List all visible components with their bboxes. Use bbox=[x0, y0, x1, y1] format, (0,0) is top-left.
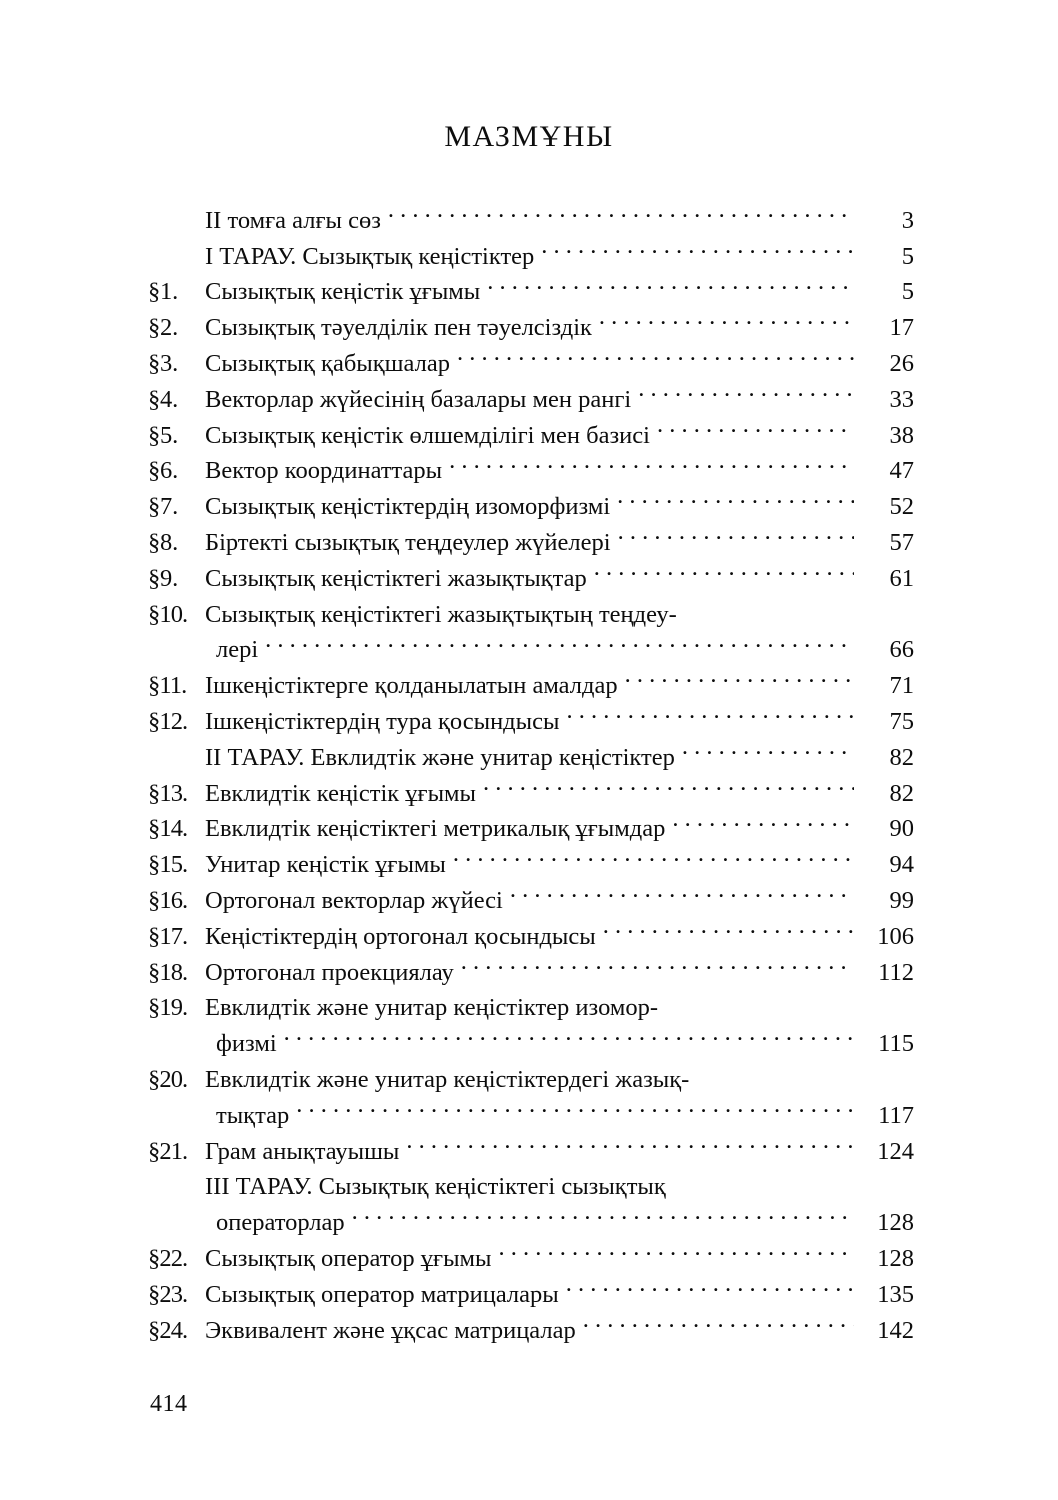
dot-leader bbox=[541, 228, 854, 264]
dot-leader bbox=[457, 335, 854, 371]
toc-entry-page-number: 52 bbox=[889, 493, 914, 521]
dot-leader bbox=[594, 550, 854, 586]
toc-entry-page-number: 99 bbox=[889, 886, 914, 914]
toc-entry-label: Евклидтік және унитар кеңістіктер изомор- bbox=[205, 994, 659, 1022]
toc-entry-page-number: 124 bbox=[877, 1137, 914, 1165]
toc-entry-number: §6. bbox=[148, 457, 179, 485]
toc-entry-number: §3. bbox=[148, 349, 179, 377]
toc-entry-label: Сызықтық тәуелділік пен тәуелсіздік bbox=[205, 314, 592, 342]
table-of-contents bbox=[148, 192, 914, 1344]
toc-entry-number: §16. bbox=[148, 886, 188, 914]
toc-entry-number: §19. bbox=[148, 994, 188, 1022]
toc-entry-label: операторлар bbox=[216, 1209, 345, 1237]
toc-entry-number: §10. bbox=[148, 600, 188, 628]
dot-leader bbox=[696, 1051, 854, 1087]
toc-entry-number: §8. bbox=[148, 528, 179, 556]
toc-entry-number: §23. bbox=[148, 1280, 188, 1308]
toc-entry-number: §18. bbox=[148, 958, 188, 986]
toc-entry-label: II томға алғы сөз bbox=[205, 206, 381, 234]
dot-leader bbox=[665, 980, 854, 1016]
toc-entry-label: Сызықтық оператор матрицалары bbox=[205, 1280, 559, 1308]
toc-entry-label: Сызықтық кеңістік ұғымы bbox=[205, 278, 481, 306]
toc-entry-label: Евклидтік кеңістіктегі метрикалық ұғымдар bbox=[205, 815, 666, 843]
toc-entry-label: Векторлар жүйесінің базалары мен рангі bbox=[205, 385, 632, 413]
toc-entry-number: §14. bbox=[148, 815, 188, 843]
toc-entry-page-number: 112 bbox=[878, 958, 914, 986]
dot-leader bbox=[672, 801, 854, 837]
toc-entry-number: §1. bbox=[148, 278, 179, 306]
toc-entry-page-number: 38 bbox=[889, 421, 914, 449]
toc-entry-page-number: 135 bbox=[877, 1280, 914, 1308]
toc-entry-page-number: 94 bbox=[889, 851, 914, 879]
toc-entry-label: тықтар bbox=[216, 1101, 290, 1129]
toc-entry-label: Біртекті сызықтық теңдеулер жүйелері bbox=[205, 528, 611, 556]
toc-entry-label: Сызықтық кеңістіктегі жазықтықтың теңдеу- bbox=[205, 600, 677, 628]
toc-entry-number: §12. bbox=[148, 707, 188, 735]
dot-leader bbox=[352, 1194, 854, 1230]
toc-entry-number: §5. bbox=[148, 421, 179, 449]
toc-entry-page-number: 17 bbox=[889, 314, 914, 342]
dot-leader bbox=[617, 478, 854, 514]
toc-entry-number: §13. bbox=[148, 779, 188, 807]
dot-leader bbox=[566, 693, 854, 729]
toc-entry-label: лері bbox=[216, 636, 259, 664]
toc-entry-number: §22. bbox=[148, 1244, 188, 1272]
toc-entry-number: §2. bbox=[148, 314, 179, 342]
toc-entry-label: Сызықтық қабықшалар bbox=[205, 349, 450, 377]
dot-leader bbox=[449, 443, 854, 479]
dot-leader bbox=[388, 192, 854, 228]
toc-entry-page-number: 33 bbox=[889, 385, 914, 413]
toc-entry-label: I ТАРАУ. Сызықтық кеңістіктер bbox=[205, 242, 535, 270]
dot-leader bbox=[510, 872, 854, 908]
toc-entry-label: Сызықтық кеңістіктегі жазықтықтар bbox=[205, 564, 587, 592]
toc-entry-label: Кеңістіктердің ортогонал қосындысы bbox=[205, 922, 596, 950]
dot-leader bbox=[296, 1087, 854, 1123]
dot-leader bbox=[499, 1230, 855, 1266]
toc-entry-label: Эквивалент және ұқсас матрицалар bbox=[205, 1316, 576, 1344]
toc-entry-label: Ортогонал векторлар жүйесі bbox=[205, 886, 503, 914]
dot-leader bbox=[618, 514, 854, 550]
toc-entry-number: §9. bbox=[148, 564, 179, 592]
dot-leader bbox=[461, 944, 854, 980]
toc-entry-label: II ТАРАУ. Евклидтік және унитар кеңістіктер bbox=[205, 743, 675, 771]
toc-entry-number: §21. bbox=[148, 1137, 188, 1165]
toc-entry-page-number: 26 bbox=[889, 349, 914, 377]
dot-leader bbox=[265, 622, 854, 658]
dot-leader bbox=[406, 1123, 854, 1159]
dot-leader bbox=[603, 908, 854, 944]
dot-leader bbox=[583, 1302, 854, 1338]
toc-entry-number: §11. bbox=[148, 672, 187, 700]
toc-entry-label: III ТАРАУ. Сызықтық кеңістіктегі сызықтық bbox=[205, 1173, 666, 1201]
toc-entry-page-number: 106 bbox=[877, 922, 914, 950]
dot-leader bbox=[566, 1266, 854, 1302]
toc-entry-page-number: 5 bbox=[901, 242, 914, 270]
toc-entry-label: Сызықтық кеңістік өлшемділігі мен базисі bbox=[205, 421, 650, 449]
dot-leader bbox=[673, 1159, 854, 1195]
toc-entry-number: §7. bbox=[148, 493, 179, 521]
dot-leader bbox=[599, 299, 854, 335]
toc-entry-page-number: 66 bbox=[889, 636, 914, 664]
toc-entry-page-number: 71 bbox=[889, 672, 914, 700]
toc-entry-label: физмі bbox=[216, 1030, 277, 1058]
toc-entry-page-number: 3 bbox=[901, 206, 914, 234]
toc-entry-label: Ішкеңістіктердің тура қосындысы bbox=[205, 707, 560, 735]
dot-leader bbox=[284, 1015, 854, 1051]
toc-entry-page-number: 75 bbox=[889, 707, 914, 735]
dot-leader bbox=[684, 586, 854, 622]
toc-entry[interactable] bbox=[148, 192, 914, 234]
toc-entry-page-number: 5 bbox=[901, 278, 914, 306]
dot-leader bbox=[625, 657, 854, 693]
toc-entry-number: §24. bbox=[148, 1316, 188, 1344]
page-title: МАЗМҰНЫ bbox=[444, 120, 614, 153]
toc-entry-number: §15. bbox=[148, 851, 188, 879]
toc-entry-page-number: 82 bbox=[889, 779, 914, 807]
dot-leader bbox=[657, 407, 854, 443]
toc-entry-number: §4. bbox=[148, 385, 179, 413]
toc-entry-page-number: 142 bbox=[877, 1316, 914, 1344]
toc-entry-page-number: 115 bbox=[878, 1030, 914, 1058]
toc-entry-label: Сызықтық оператор ұғымы bbox=[205, 1244, 492, 1272]
toc-entry-label: Вектор координаттары bbox=[205, 457, 443, 485]
toc-entry-label: Евклидтік кеңістік ұғымы bbox=[205, 779, 477, 807]
dot-leader bbox=[453, 836, 854, 872]
dot-leader bbox=[638, 371, 854, 407]
toc-entry-label: Ортогонал проекциялау bbox=[205, 958, 454, 986]
dot-leader bbox=[682, 729, 854, 765]
toc-entry-label: Ішкеңістіктерге қолданылатын амалдар bbox=[205, 672, 618, 700]
toc-entry-label: Евклидтік және унитар кеңістіктердегі жазық- bbox=[205, 1065, 690, 1093]
toc-entry-number: §17. bbox=[148, 922, 188, 950]
toc-entry-number: §20. bbox=[148, 1065, 188, 1093]
toc-entry-label: Унитар кеңістік ұғымы bbox=[205, 851, 446, 879]
toc-entry-page-number: 57 bbox=[889, 528, 914, 556]
toc-entry-page-number: 61 bbox=[889, 564, 914, 592]
toc-entry-label: Сызықтық кеңістіктердің изоморфизмі bbox=[205, 493, 611, 521]
toc-entry-page-number: 117 bbox=[878, 1101, 914, 1129]
page-folio: 414 bbox=[150, 1391, 188, 1417]
toc-entry-page-number: 128 bbox=[877, 1244, 914, 1272]
dot-leader bbox=[487, 264, 854, 300]
toc-entry-page-number: 82 bbox=[889, 743, 914, 771]
toc-entry-label: Грам анықтауышы bbox=[205, 1137, 400, 1165]
toc-entry-page-number: 90 bbox=[889, 815, 914, 843]
toc-entry-page-number: 128 bbox=[877, 1209, 914, 1237]
toc-entry-page-number: 47 bbox=[889, 457, 914, 485]
dot-leader bbox=[483, 765, 854, 801]
